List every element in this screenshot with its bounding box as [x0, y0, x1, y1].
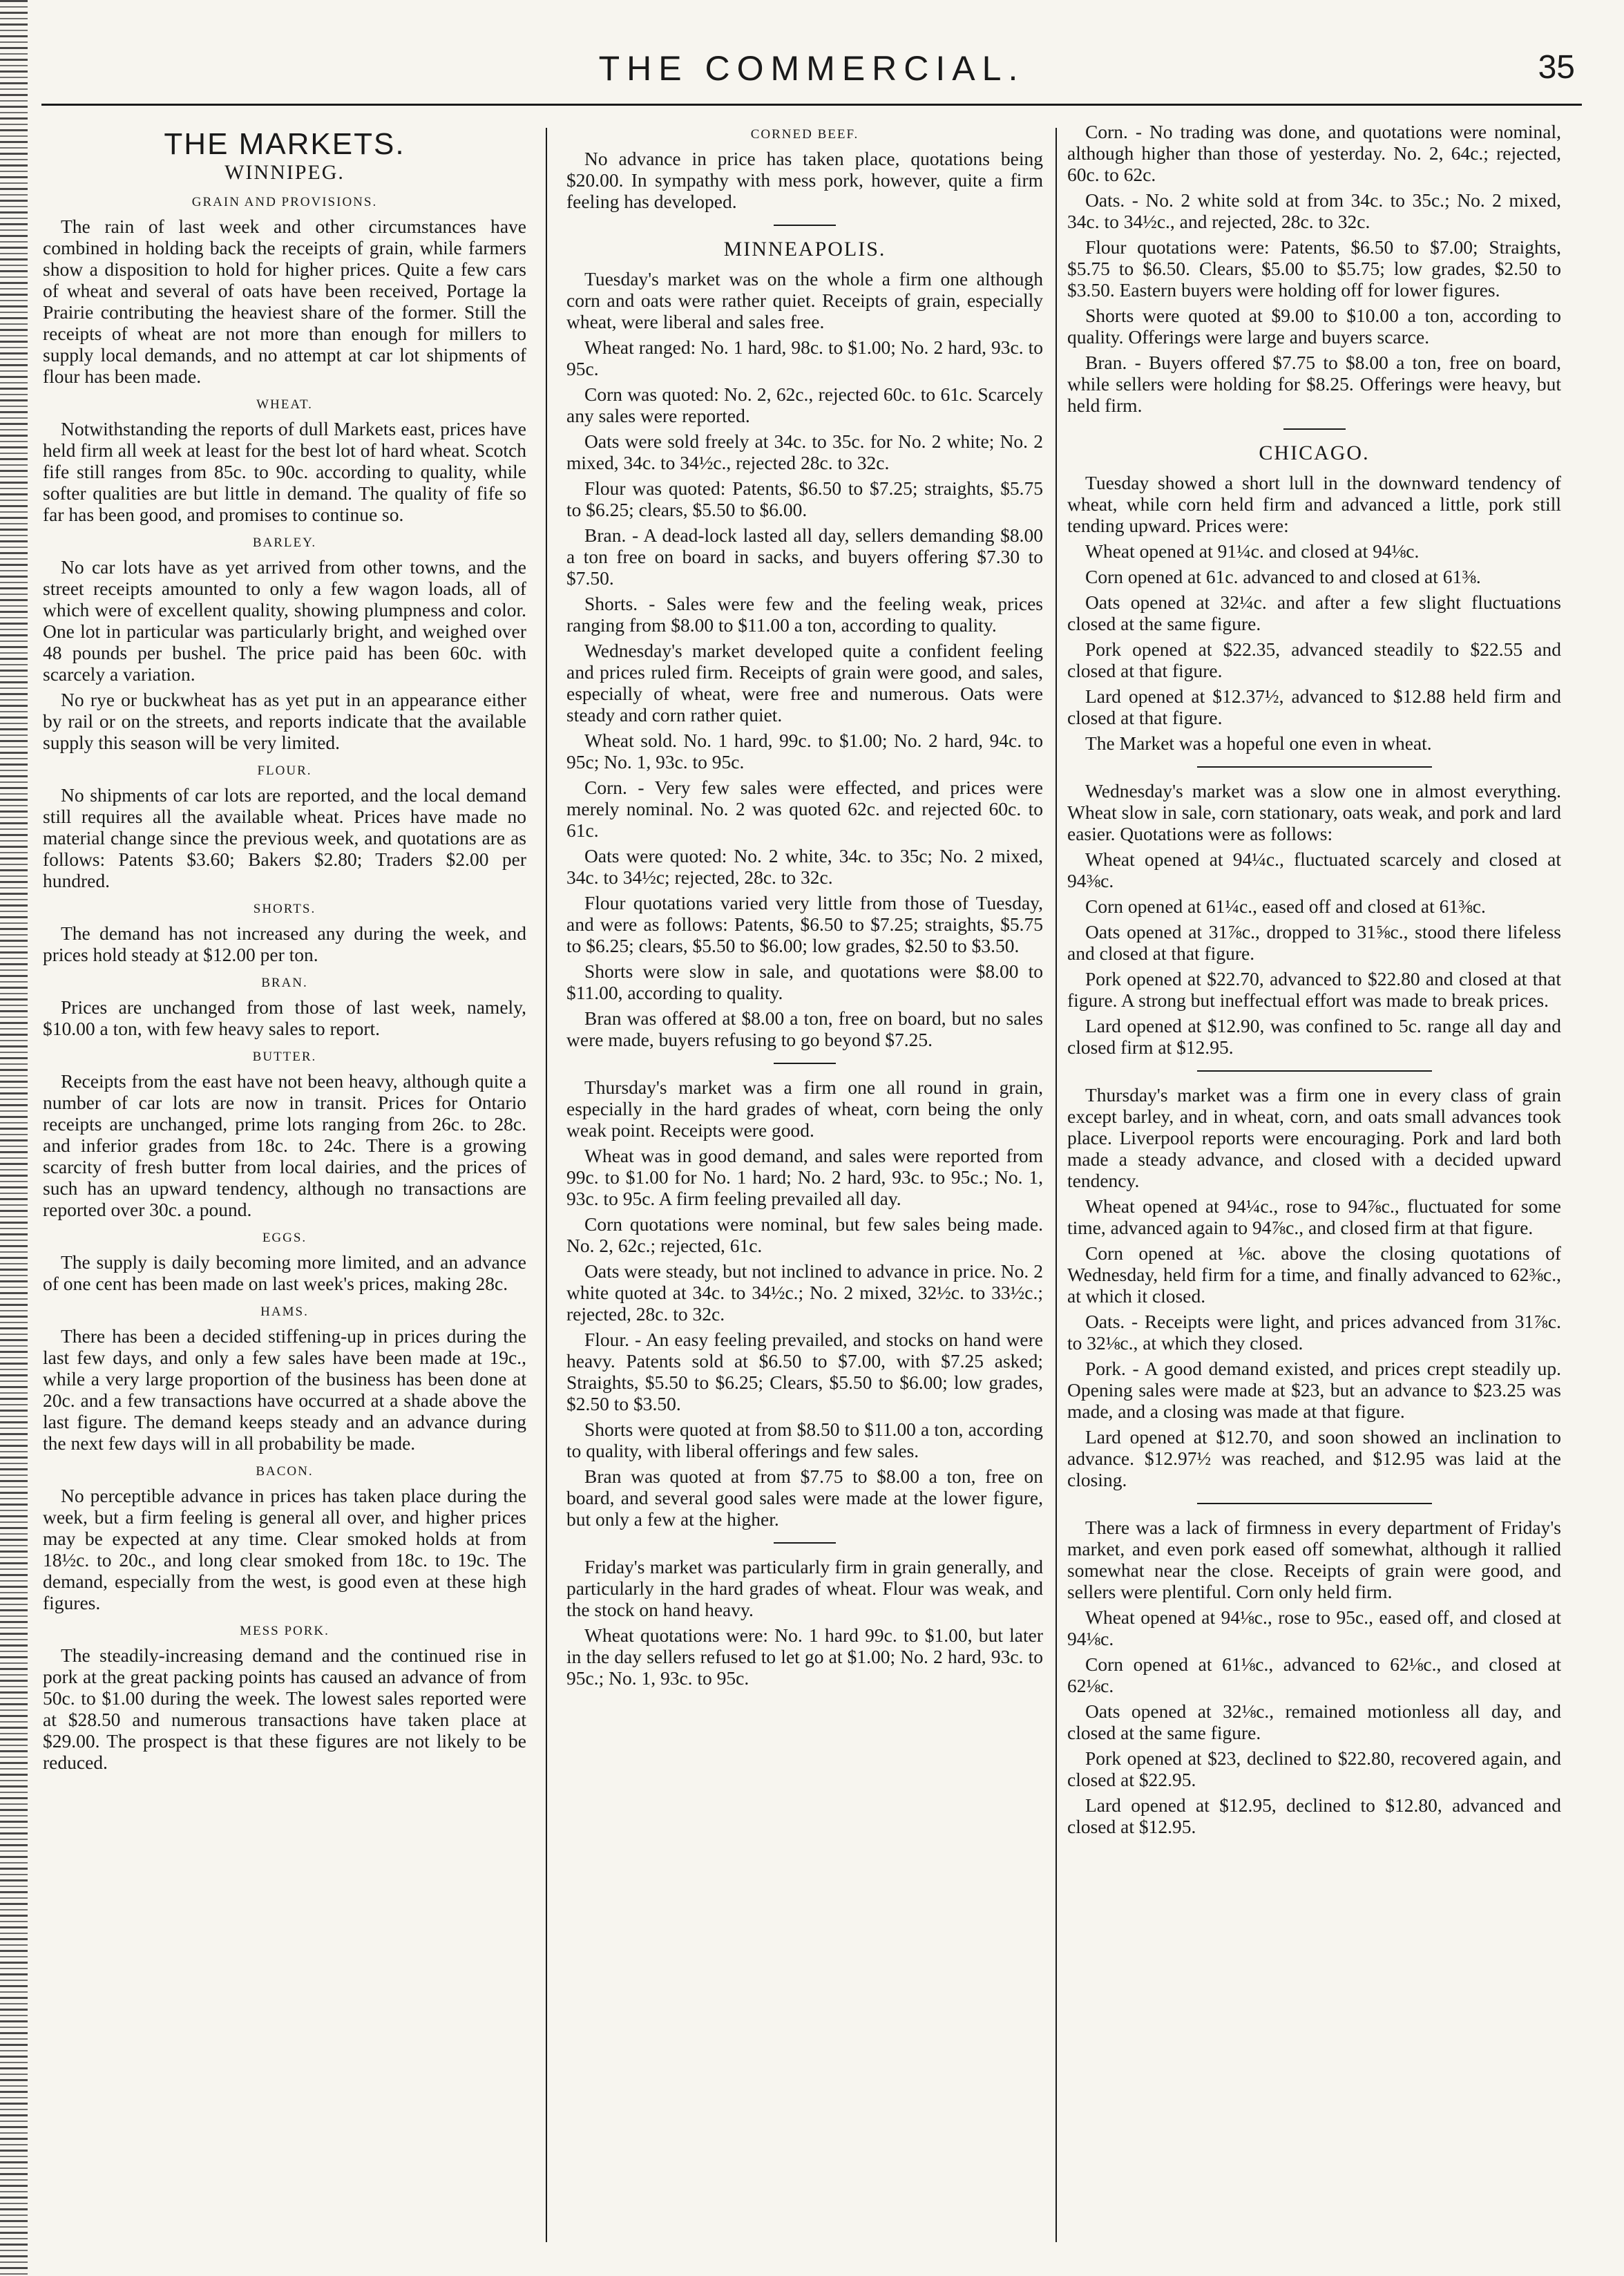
- paragraph: Pork opened at $22.35, advanced steadily to $22.55 and closed at that figure.: [1067, 638, 1561, 681]
- page-edge-decoration: [0, 0, 28, 2276]
- column-3: [1067, 121, 1561, 2249]
- paragraph: Flour was quoted: Patents, $6.50 to $7.25; straights, $5.75 to $6.25; clears, $5.50 to $6.00.: [566, 477, 1043, 520]
- paragraph: Lard opened at $12.95, declined to $12.80, advanced and closed at $12.95.: [1067, 1794, 1561, 1837]
- paragraph: The Market was a hopeful one even in wheat.: [1085, 732, 1432, 754]
- paragraph: Flour quotations were: Patents, $6.50 to $7.00; Straights, $5.75 to $6.50. Clears, $5.00 to $5.75; low grades, $2.50 to $3.50. Eastern buyers were holding off for lower figures.: [1067, 236, 1561, 301]
- paragraph: Wednesday's market developed quite a confident feeling and prices ruled firm. Receipts of grain were good, and sales, especially of wheat, were free and numerous. Oats were steady and corn rather quiet.: [566, 640, 1043, 726]
- paragraph: Corn. - No trading was done, and quotations were nominal, although higher than those of yesterday. No. 2, 64c.; rejected, 60c. to 62c.: [1067, 121, 1561, 185]
- subheading-bacon: BACON.: [256, 1464, 314, 1479]
- paragraph: Pork opened at $23, declined to $22.80, recovered again, and closed at $22.95.: [1067, 1747, 1561, 1790]
- column-divider: [1055, 128, 1057, 2242]
- column-1: [43, 121, 526, 2249]
- paragraph: Pork. - A good demand existed, and prices crept steadily up. Opening sales were made at $23, but an advance to $23.25 was made, and a closing was made at that figure.: [1067, 1358, 1561, 1422]
- paragraph: Wheat opened at 94¼c., rose to 94⅞c., fluctuated for some time, advanced again to 94⅞c., and closed firm at that figure.: [1067, 1195, 1561, 1238]
- city-heading-minneapolis: MINNEAPOLIS.: [723, 238, 886, 260]
- paragraph: Thursday's market was a firm one all round in grain, especially in the hard grades of wheat, corn being the only weak point. Receipts were good.: [566, 1077, 1043, 1141]
- subheading-grain: GRAIN AND PROVISIONS.: [191, 195, 378, 209]
- paragraph: Oats opened at 31⅞c., dropped to 31⅝c., stood there lifeless and closed at that figure.: [1067, 921, 1561, 964]
- section-divider: [1197, 1503, 1432, 1504]
- section-divider: [1283, 428, 1346, 430]
- subheading-shorts: SHORTS.: [253, 902, 316, 916]
- paragraph: Oats were steady, but not inclined to advance in price. No. 2 white quoted at 34c. to 34½c.; No. 2 mixed, 32½c. to 33½c.; rejected, 28c. to 32c.: [566, 1260, 1043, 1325]
- subheading-bran: BRAN.: [261, 976, 308, 990]
- paragraph: Wheat ranged: No. 1 hard, 98c. to $1.00; No. 2 hard, 93c. to 95c.: [566, 336, 1043, 379]
- paragraph: Tuesday showed a short lull in the downward tendency of wheat, while corn held firm and advanced a little, pork still tending upward. Prices were:: [1067, 472, 1561, 536]
- paragraph: Wednesday's market was a slow one in almost everything. Wheat slow in sale, corn stationary, oats weak, and pork and lard easier. Quotations were as follows:: [1067, 780, 1561, 844]
- column-divider: [546, 128, 547, 2242]
- paragraph: Pork opened at $22.70, advanced to $22.80 and closed at that figure. A strong but ineffectual effort was made to break prices.: [1067, 968, 1561, 1011]
- paragraph: No perceptible advance in prices has taken place during the week, but a firm feeling is general all over, and higher prices may be expected at any time. Clear smoked holds at from 18½c. to 20c., and long clear smoked from 18c. to 19c. The demand, especially from the west, is good even at these high figures.: [43, 1485, 526, 1613]
- city-heading-chicago: CHICAGO.: [1259, 442, 1370, 464]
- paragraph: Wheat was in good demand, and sales were reported from 99c. to $1.00 for No. 1 hard; No. 2 hard, 93c. to 95c.; No. 1, 93c. to 95c. A firm feeling prevailed all day.: [566, 1145, 1043, 1209]
- paragraph: Flour. - An easy feeling prevailed, and stocks on hand were heavy. Patents sold at $6.50 to $7.00, with $7.25 asked; Straights, $5.50 to $6.25; Clears, $5.50 to $6.00; low grades, $2.50 to $3.50.: [566, 1329, 1043, 1414]
- subheading-flour: FLOUR.: [257, 764, 312, 778]
- paragraph: Oats were sold freely at 34c. to 35c. for No. 2 white; No. 2 mixed, 34c. to 34½c., rejected 28c. to 32c.: [566, 430, 1043, 473]
- paragraph: Wheat opened at 94¼c., fluctuated scarcely and closed at 94⅜c.: [1067, 848, 1561, 891]
- paragraph: Oats. - Receipts were light, and prices advanced from 31⅞c. to 32⅛c., at which they closed.: [1067, 1311, 1561, 1354]
- page-header: [41, 41, 1582, 106]
- city-heading-winnipeg: WINNIPEG.: [225, 161, 345, 184]
- paragraph: Corn quotations were nominal, but few sales being made. No. 2, 62c.; rejected, 61c.: [566, 1213, 1043, 1256]
- paragraph: Lard opened at $12.70, and soon showed an inclination to advance. $12.97½ was reached, and $12.95 was laid at the closing.: [1067, 1426, 1561, 1490]
- paragraph: Oats were quoted: No. 2 white, 34c. to 35c; No. 2 mixed, 34c. to 34½c; rejected, 28c. to 32c.: [566, 845, 1043, 888]
- paragraph: Wheat opened at 91¼c. and closed at 94⅛c.: [1085, 540, 1420, 562]
- paragraph: Wheat sold. No. 1 hard, 99c. to $1.00; No. 2 hard, 94c. to 95c; No. 1, 93c. to 95c.: [566, 730, 1043, 772]
- page-number: 35: [1538, 49, 1575, 86]
- paragraph: Thursday's market was a firm one in every class of grain except barley, and in wheat, corn, and oats small advances took place. Liverpool reports were encouraging. Pork and lard both made a steady advance, and closed with a decided upward tendency.: [1067, 1084, 1561, 1191]
- newspaper-title: THE COMMERCIAL.: [598, 49, 1025, 88]
- subheading-mess-pork: MESS PORK.: [240, 1624, 329, 1638]
- paragraph: There has been a decided stiffening-up in prices during the last few days, and only a few sales have been made at 19c., while a very large proportion of the business has been done at 20c. and a few transactions have occurred at a shade above the last figure. The demand keeps steady and an advance during the next few days will in all probability be made.: [43, 1325, 526, 1454]
- paragraph: Corn opened at 61c. advanced to and closed at 61⅜.: [1085, 566, 1481, 587]
- paragraph: Notwithstanding the reports of dull Markets east, prices have held firm all week at least for the best lot of hard wheat. Scotch fife still ranges from 85c. to 90c. according to quality, while softer qualities are but little in demand. The quality of fife so far has been good, and promises to continue so.: [43, 418, 526, 525]
- paragraph: Corn opened at 61⅛c., advanced to 62⅛c., and closed at 62⅛c.: [1067, 1653, 1561, 1696]
- subheading-butter: BUTTER.: [252, 1050, 317, 1064]
- section-divider: [774, 225, 836, 226]
- paragraph: Tuesday's market was on the whole a firm one although corn and oats were rather quiet. Receipts of grain, especially wheat, were liberal and sales free.: [566, 268, 1043, 332]
- paragraph: There was a lack of firmness in every department of Friday's market, and even pork eased off somewhat, although it rallied somewhat near the close. Receipts of grain were good, and sellers were plentiful. Corn only held firm.: [1067, 1517, 1561, 1602]
- subheading-barley: BARLEY.: [252, 535, 317, 550]
- paragraph: The supply is daily becoming more limited, and an advance of one cent has been made on last week's prices, making 28c.: [43, 1251, 526, 1294]
- section-title: THE MARKETS.: [164, 127, 405, 161]
- paragraph: Corn opened at 61¼c., eased off and closed at 61⅜c.: [1085, 895, 1486, 917]
- subheading-wheat: WHEAT.: [256, 397, 313, 412]
- subheading-eggs: EGGS.: [262, 1231, 307, 1245]
- paragraph: Wheat opened at 94⅛c., rose to 95c., eased off, and closed at 94⅛c.: [1067, 1606, 1561, 1649]
- paragraph: Bran. - A dead-lock lasted all day, sellers demanding $8.00 a ton free on board in sacks, and buyers offering $7.30 to $7.50.: [566, 524, 1043, 589]
- paragraph: Shorts were quoted at $9.00 to $10.00 a ton, according to quality. Offerings were large and buyers scarce.: [1067, 305, 1561, 348]
- paragraph: No car lots have as yet arrived from other towns, and the street receipts amounted to only a few wagon loads, all of which were of excellent quality, showing plumpness and color. One lot in particular was particularly bright, and weighed over 48 pounds per bushel. The price paid has been 60c. with scarcely a variation.: [43, 556, 526, 685]
- paragraph: No advance in price has taken place, quotations being $20.00. In sympathy with mess pork, however, quite a firm feeling has developed.: [566, 148, 1043, 212]
- paragraph: Receipts from the east have not been heavy, although quite a number of car lots are now in transit. Prices for Ontario receipts are unchanged, prime lots ranging from 26c. to 28c. and inferior grades from 18c. to 24c. There is a growing scarcity of fresh butter from local dairies, and the prices of such has an upward tendency, although no transactions are reported over 30c. a pound.: [43, 1070, 526, 1220]
- paragraph: Oats opened at 32⅛c., remained motionless all day, and closed at the same figure.: [1067, 1700, 1561, 1743]
- paragraph: Lard opened at $12.90, was confined to 5c. range all day and closed firm at $12.95.: [1067, 1015, 1561, 1058]
- paragraph: Corn. - Very few sales were effected, and prices were merely nominal. No. 2 was quoted 62c. and rejected 60c. to 61c.: [566, 777, 1043, 841]
- paragraph: No rye or buckwheat has as yet put in an appearance either by rail or on the streets, and reports indicate that the available supply this season will be very limited.: [43, 689, 526, 753]
- paragraph: Lard opened at $12.37½, advanced to $12.88 held firm and closed at that figure.: [1067, 685, 1561, 728]
- paragraph: Prices are unchanged from those of last week, namely, $10.00 a ton, with few heavy sales to report.: [43, 996, 526, 1039]
- subheading-corned-beef: CORNED BEEF.: [750, 127, 859, 142]
- paragraph: Friday's market was particularly firm in grain generally, and particularly in the hard grades of wheat. Flour was weak, and the stock on hand heavy.: [566, 1556, 1043, 1620]
- paragraph: Shorts were quoted at from $8.50 to $11.00 a ton, according to quality, with liberal offerings and few sales.: [566, 1419, 1043, 1461]
- paragraph: Corn was quoted: No. 2, 62c., rejected 60c. to 61c. Scarcely any sales were reported.: [566, 383, 1043, 426]
- column-2: [566, 121, 1043, 2249]
- paragraph: Shorts. - Sales were few and the feeling weak, prices ranging from $8.00 to $11.00 a ton, according to quality.: [566, 593, 1043, 636]
- subheading-hams: HAMS.: [260, 1305, 309, 1319]
- paragraph: No shipments of car lots are reported, and the local demand still requires all the available wheat. Prices have made no material change since the previous week, and quotations are as follows: Patents $3.60; Bakers $2.80; Traders $2.00 per hundred.: [43, 784, 526, 891]
- section-divider: [774, 1542, 836, 1544]
- paragraph: The steadily-increasing demand and the continued rise in pork at the great packing points has caused an advance of from 50c. to $1.00 during the week. The lowest sales reported were at $28.50 and numerous transactions have taken place at $29.00. The prospect is that these figures are not likely to be reduced.: [43, 1644, 526, 1773]
- paragraph: The demand has not increased any during the week, and prices hold steady at $12.00 per ton.: [43, 922, 526, 965]
- paragraph: Oats opened at 32¼c. and after a few slight fluctuations closed at the same figure.: [1067, 591, 1561, 634]
- paragraph: Bran was quoted at from $7.75 to $8.00 a ton, free on board, and several good sales were made at the lower figure, but only a few at the higher.: [566, 1466, 1043, 1530]
- paragraph: Wheat quotations were: No. 1 hard 99c. to $1.00, but later in the day sellers refused to let go at $1.00; No. 2 hard, 93c. to 95c.; No. 1, 93c. to 95c.: [566, 1624, 1043, 1689]
- paragraph: Shorts were slow in sale, and quotations were $8.00 to $11.00, according to quality.: [566, 960, 1043, 1003]
- paragraph: Oats. - No. 2 white sold at from 34c. to 35c.; No. 2 mixed, 34c. to 34½c., and rejected, 28c. to 32c.: [1067, 189, 1561, 232]
- section-divider: [774, 1063, 836, 1064]
- section-divider: [1197, 1070, 1432, 1072]
- paragraph: Flour quotations varied very little from those of Tuesday, and were as follows: Patents, $6.50 to $7.25; straights, $5.75 to $6.25; clears, $5.50 to $6.00; low grades, $2.50 to $3.50.: [566, 892, 1043, 956]
- paragraph: Corn opened at ⅛c. above the closing quotations of Wednesday, held firm for a time, and finally advanced to 62⅜c., at which it closed.: [1067, 1242, 1561, 1307]
- paragraph: The rain of last week and other circumstances have combined in holding back the receipts of grain, while farmers show a disposition to hold for higher prices. Quite a few cars of wheat and several of oats have been received, Portage la Prairie contributing the heaviest share of the former. Still the receipts of wheat are not more than enough for millers to supply local demands, and no attempt at car lot shipments of flour has been made.: [43, 216, 526, 387]
- section-divider: [1197, 766, 1432, 768]
- paragraph: Bran. - Buyers offered $7.75 to $8.00 a ton, free on board, while sellers were holding for $8.25. Offerings were heavy, but held firm.: [1067, 352, 1561, 416]
- paragraph: Bran was offered at $8.00 a ton, free on board, but no sales were made, buyers refusing to go beyond $7.25.: [566, 1007, 1043, 1050]
